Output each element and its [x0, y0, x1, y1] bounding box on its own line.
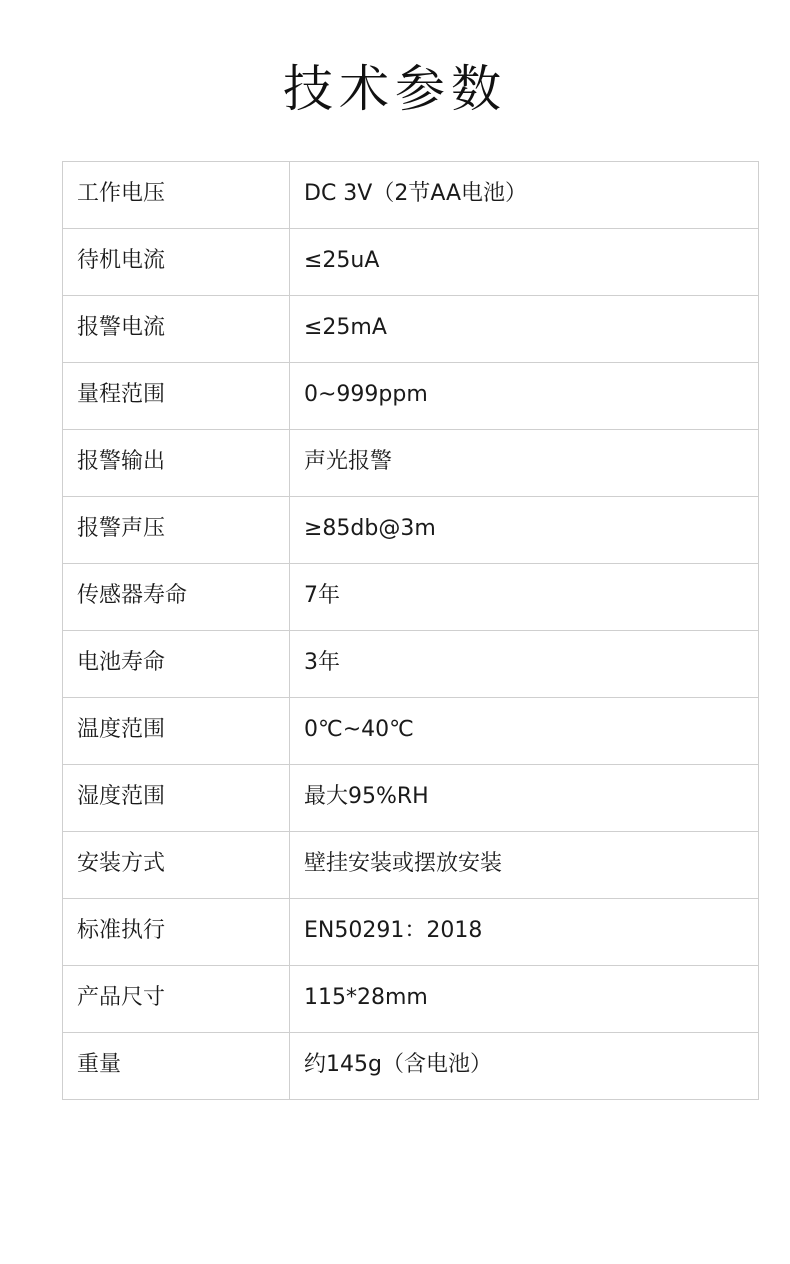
spec-label: 电池寿命 — [63, 630, 290, 697]
spec-value: 0~999ppm — [290, 362, 759, 429]
spec-label: 待机电流 — [63, 228, 290, 295]
spec-label: 报警声压 — [63, 496, 290, 563]
spec-label: 工作电压 — [63, 161, 290, 228]
spec-label: 报警输出 — [63, 429, 290, 496]
table-row — [63, 161, 759, 228]
spec-value: 115*28mm — [290, 965, 759, 1032]
spec-label: 传感器寿命 — [63, 563, 290, 630]
table-row — [63, 362, 759, 429]
spec-label: 报警电流 — [63, 295, 290, 362]
spec-label: 温度范围 — [63, 697, 290, 764]
spec-table-body — [63, 161, 759, 1099]
table-row — [63, 295, 759, 362]
spec-value: 约145g（含电池） — [290, 1032, 759, 1099]
spec-label: 重量 — [63, 1032, 290, 1099]
spec-value: EN50291：2018 — [290, 898, 759, 965]
spec-table-container — [62, 161, 728, 1100]
spec-label: 标准执行 — [63, 898, 290, 965]
table-row — [63, 898, 759, 965]
table-row — [63, 1032, 759, 1099]
table-row — [63, 697, 759, 764]
spec-value: 壁挂安装或摆放安装 — [290, 831, 759, 898]
table-row — [63, 496, 759, 563]
spec-value: 声光报警 — [290, 429, 759, 496]
table-row — [63, 965, 759, 1032]
spec-value: ≥85db@3m — [290, 496, 759, 563]
spec-value: 3年 — [290, 630, 759, 697]
spec-value: DC 3V（2节AA电池） — [290, 161, 759, 228]
spec-label: 产品尺寸 — [63, 965, 290, 1032]
page-title: 技术参数 — [283, 60, 507, 118]
spec-label: 湿度范围 — [63, 764, 290, 831]
table-row — [63, 228, 759, 295]
table-row — [63, 630, 759, 697]
spec-value: 7年 — [290, 563, 759, 630]
technical-specifications-table — [62, 161, 759, 1100]
spec-value: ≤25uA — [290, 228, 759, 295]
table-row — [63, 764, 759, 831]
table-row — [63, 831, 759, 898]
table-row — [63, 429, 759, 496]
spec-value: ≤25mA — [290, 295, 759, 362]
spec-label: 量程范围 — [63, 362, 290, 429]
spec-value: 0℃~40℃ — [290, 697, 759, 764]
spec-value: 最大95%RH — [290, 764, 759, 831]
spec-label: 安装方式 — [63, 831, 290, 898]
table-row — [63, 563, 759, 630]
